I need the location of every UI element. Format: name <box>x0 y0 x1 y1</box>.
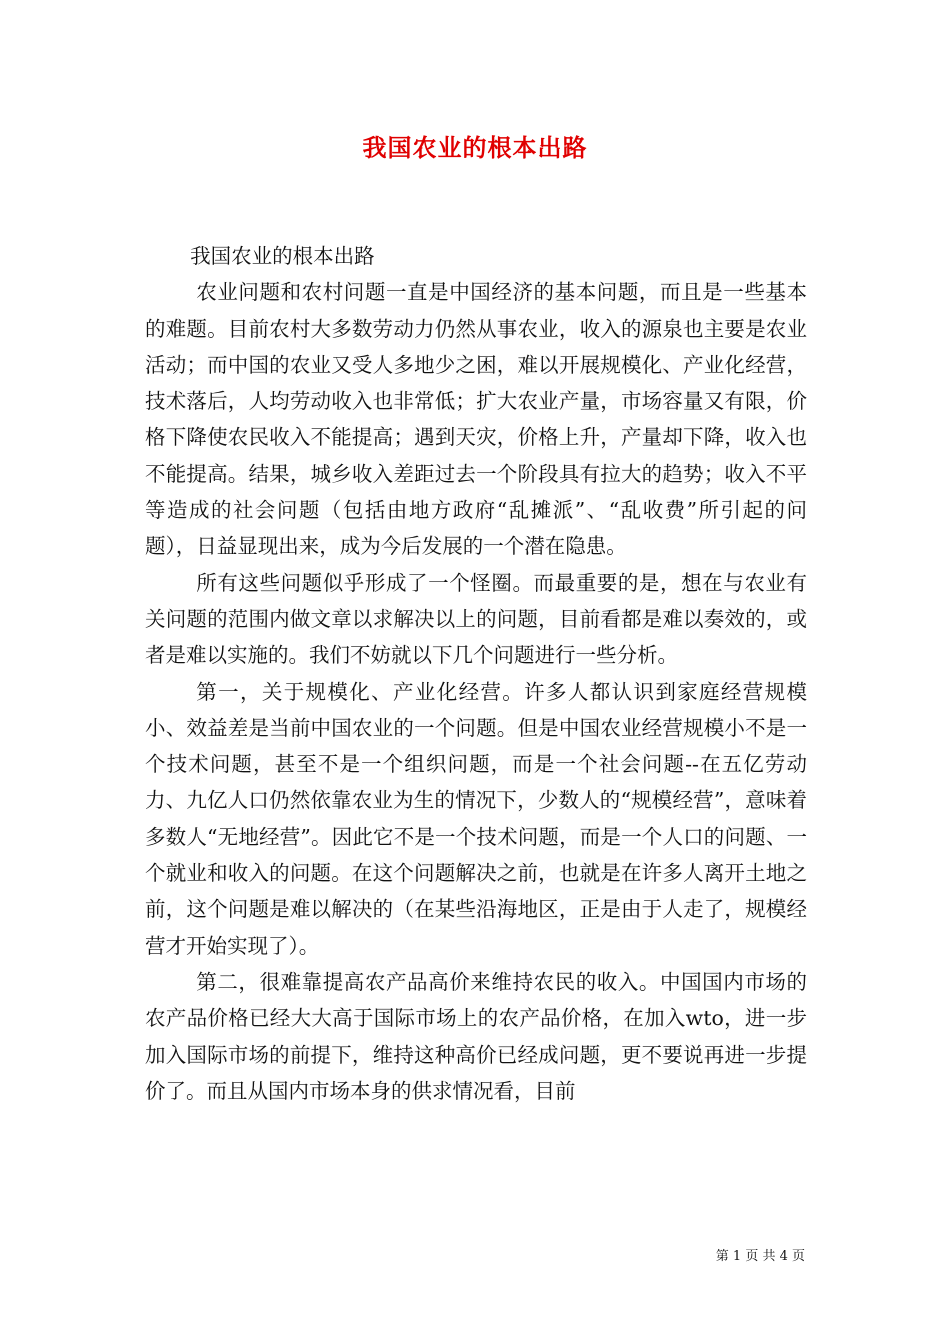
paragraph: 农业问题和农村问题一直是中国经济的基本问题，而且是一些基本的难题。目前农村大多数劳动力仍然从事农业，收入的源泉也主要是农业活动；而中国的农业又受人多地少之困，难以开展规模化、产业化经营，技术落后，人均劳动收入也非常低；扩大农业产量，市场容量又有限，价格下降使农民收入不能提高；遇到天灾，价格上升，产量却下降，收入也不能提高。结果，城乡收入差距过去一个阶段具有拉大的趋势；收入不平等造成的社会问题（包括由地方政府“乱摊派”、“乱收费”所引起的问题），日益显现出来，成为今后发展的一个潜在隐患。 <box>145 280 807 559</box>
paragraph: 第二，很难靠提高农产品高价来维持农民的收入。中国国内市场的农产品价格已经大大高于国际市场上的农产品价格，在加入wto，进一步加入国际市场的前提下，维持这种高价已经成问题，更不要说再进一步提价了。而且从国内市场本身的供求情况看，目前 <box>145 969 807 1103</box>
paragraph: 所有这些问题似乎形成了一个怪圈。而最重要的是，想在与农业有关问题的范围内做文章以求解决以上的问题，目前看都是难以奏效的，或者是难以实施的。我们不妨就以下几个问题进行一些分析。 <box>145 570 807 668</box>
page-number: 第 1 页 共 4 页 <box>715 1249 805 1264</box>
document-title: 我国农业的根本出路 <box>362 133 588 162</box>
paragraph: 第一，关于规模化、产业化经营。许多人都认识到家庭经营规模小、效益差是当前中国农业的一个问题。但是中国农业经营规模小不是一个技术问题，甚至不是一个组织问题，而是一个社会问题--在五亿劳动力、九亿人口仍然依靠农业为生的情况下，少数人的“规模经营”，意味着多数人“无地经营”。因此它不是一个技术问题，而是一个人口的问题、一个就业和收入的问题。在这个问题解决之前，也就是在许多人离开土地之前，这个问题是难以解决的（在某些沿海地区，正是由于人走了，规模经营才开始实现了）。 <box>145 679 807 958</box>
document-body <box>145 238 807 1109</box>
document-subtitle: 我国农业的根本出路 <box>190 244 375 268</box>
